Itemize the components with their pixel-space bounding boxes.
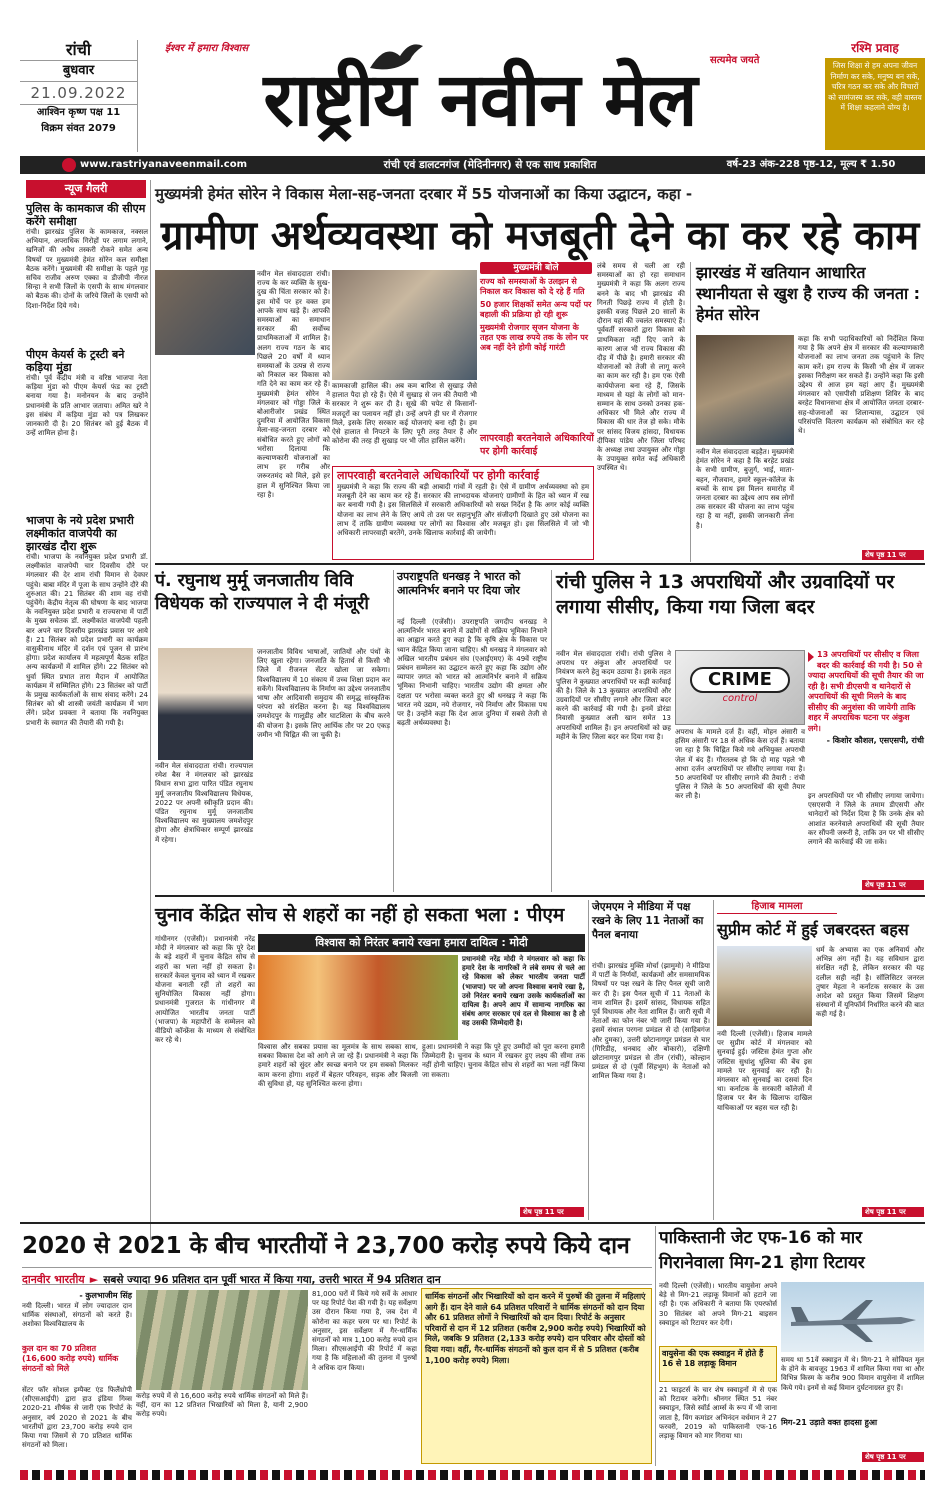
sidebar-item-head: पीएम केयर्स के ट्रस्टी बने कड़िया मुंडा bbox=[26, 348, 125, 374]
pm-body2: विश्वास और सबका प्रयास का मूलमंत्र के साथ सबका साथ, सबका विकास देश को आगे ले जा रहे हैं। प्रधानमंत्री ने कहा कि हमारे शहरों को सुंदर और स्वच्छ बनाने पर हम सबको मिलकर काम करना होगा। शहरों में बेहतर परिवहन, सड़क और बिजली की सुविधा हो, यह सुनिश्चित करना होगा। bbox=[258, 1043, 418, 1088]
sidebar-item-body: रांची। भाजपा के नवनियुक्त प्रदेश प्रभारी डॉ. लक्ष्मीकांत वाजपेयी चार दिवसीय दौरे पर मंगलवार की देर शाम रांची विमान से देवघर पहुंचे। बाबा मंदिर में पूजा के साथ उन्होंने दौरे की शुरुआत की। 21 सितंबर की शाम वह रांची पहुंचेंगे। केंद्रीय नेतृत्व की घोषणा के बाद भाजपा के नवनियुक्त प्रदेश प्रभारी व राज्यसभा में पार्टी के मुख्य सचेतक डॉ. लक्ष्मीकांत वाजपेयी पहली बार अपने चार दिवसीय झारखंड प्रवास पर आये हैं। 21 सितंबर को प्रदेश प्रभारी का कार्यक्रम वासुकीनाथ मंदिर में दर्शन एवं पूजन से प्रारंभ होगा। प्रदेश कार्यालय में महत्वपूर्ण बैठक सहित अन्य कार्यक्रमों में शामिल होंगे। 22 सितंबर को धुर्वा स्थित प्रभात तारा मैदान में आयोजित कार्यक्रम में सम्मिलित होंगे। 23 सितंबर को पार्टी के प्रमुख कार्यकर्ताओं के साथ संवाद करेंगे। 24 सितंबर को श्री शास्त्री जयंती कार्यक्रम में भाग लेंगे। प्रदेश प्रवक्ता ने बताया कि नवनियुक्त प्रभारी के स्वागत की तैयारी की गयी है। bbox=[26, 553, 148, 727]
section-divider bbox=[20, 1222, 925, 1224]
quote-text: जिस शिक्षा से हम अपना जीवन निर्माण कर सके, मनुष्य बन सके, चरित्र गठन कर सके और विचारों को सामंजस्य कर सके, वही वास्तव में शिक्षा कहलाने योग्य है। bbox=[825, 58, 925, 150]
murmu-body2: जनजातीय विविध भाषाओं, जातियों और पंथों के लिए खुला रहेगा। जनजाति के हितार्थ से किसी भी जिले में रीजनल सेंटर खोला जा सकेगा। विश्वविद्यालय में 10 संकाय में उच्च शिक्षा प्रदान कर सकेंगे। विश्वविद्यालय के निर्माण का उद्देश्य जनजातीय भाषा और आदिवासी समुदाय की समृद्ध सांस्कृतिक परंपरा को संरक्षित करना है। यह विश्वविद्यालय जमशेदपुर के गालूडीह और घाटशिला के बीच करने की योजना है। इसके लिए आर्थिक तौर पर 20 एकड़ जमीन भी चिह्नित की जा चुकी है। bbox=[257, 648, 390, 739]
sidebar-label: न्यूज गैलरी bbox=[26, 180, 146, 198]
crime-tag: CRIME bbox=[690, 667, 790, 693]
jmm-body: रांची। झारखंड मुक्ति मोर्चा (झामुमो) ने मीडिया में पार्टी के निर्णयों, कार्यक्रमों और समसामयिक विषयों पर पक्ष रखने के लिए पैनल सूची जारी कर दी है। इस पैनल सूची में 11 नेताओं के नाम शामिल हैं। इसमें सांसद, विधायक सहित पूर्व विधायक और नेता शामिल हैं। जारी सूची में नेताओं का फोन नंबर भी जारी किया गया है। इसमें संथाल परगना प्रमंडल से दो (साहिबगंज और दुमका), उत्तरी छोटानागपुर प्रमंडल से चार (गिरिडीह, धनबाद और बोकारो), दक्षिणी छोटानागपुर प्रमंडल से तीन (रांची), कोल्हान प्रमंडल से दो (पूर्वी सिंहभूम) के नेताओं को शामिल किया गया है। bbox=[592, 962, 710, 1081]
right-top-body1: नवीन मेल संवाददाता बड़हैत। मुख्यमंत्री हेमंत सोरेन ने कहा है कि बरहेट प्रखंड के सभी ग्रामीण, बुजुर्ग, भाई, माता-बहन, नौजवान, हमारे स्कूल-कॉलेज के बच्चों के साथ इस मिलन समारोह में जनता दरबार का उद्देश्य आप सब लोगों तक सरकार की योजना का लाभ पहुंच रहा है या नहीं, इसकी जानकारी लेना है। bbox=[696, 448, 794, 530]
lead-bullet: 50 हजार शिक्षकों समेत अन्य पदों पर बहाली की प्रक्रिया हो रही शुरू bbox=[480, 300, 592, 319]
divider bbox=[588, 900, 589, 1220]
mig-headline: पाकिस्तानी जेट एफ-16 को मार गिरानेवाला मिग-21 होगा रिटायर bbox=[659, 1228, 865, 1273]
daan-body3: करोड़ रुपये में से 16,600 करोड़ रुपये धार्मिक संगठनों को मिले हैं। वहीं, दान का 12 प्रतिशत भिखारियों को मिला है, यानी 2,900 करोड़ रुपये। bbox=[136, 1392, 308, 1419]
quote-title: रश्मि प्रवाह bbox=[851, 41, 899, 55]
police-headline: रांची पुलिस ने 13 अपराधियों और उग्रवादियों पर लगाया सीसीए, किया गया जिला बदर bbox=[556, 571, 895, 618]
lead-sub-box bbox=[332, 466, 594, 560]
dhankhar-headline: उपराष्ट्रपति धनखड़ ने भारत को आत्मनिर्भर बनाने पर दिया जोर bbox=[397, 570, 521, 597]
mig-bullet bbox=[659, 1346, 777, 1382]
dhankhar-body: नई दिल्ली (एजेंसी)। उपराष्ट्रपति जगदीप धनखड़ ने आत्मनिर्भर भारत बनाने में उद्योगों से सक्रिय भूमिका निभाने का आह्वान करते हुए कहा है कि कृषि क्षेत्र के विकास पर ध्यान केंद्रित किया जाना चाहिए। श्री धनखड़ ने मंगलवार को अखिल भारतीय प्रबंधन संघ (एआईएमए) के 49वें राष्ट्रीय प्रबंधन सम्मेलन का उद्घाटन करते हुए कहा कि उद्योग और व्यापार जगत को भारत को आत्मनिर्भर बनाने में सक्रिय भूमिका निभानी चाहिए। भारतीय उद्योग की क्षमता और दक्षता पर भरोसा व्यक्त करते हुए श्री धनखड़ ने कहा कि भारत नये उद्यम, नये रोजगार, नये निर्माण और विकास पथ पर है। उन्होंने कहा कि देश आज दुनिया में सबसे तेजी से बढ़ती अर्थव्यवस्था है। bbox=[397, 618, 547, 728]
daan-byline: - कुलभाजीम सिंह bbox=[79, 1291, 132, 1300]
crime-graphic bbox=[675, 650, 805, 725]
sidebar-item-head: भाजपा के नये प्रदेश प्रभारी लक्ष्मीकांत वाजपेयी का झारखंड दौरा शुरू bbox=[26, 514, 134, 553]
globe-icon bbox=[62, 158, 76, 172]
divider bbox=[690, 262, 691, 562]
date: 21.09.2022 bbox=[20, 82, 137, 105]
daan-sub-label: दानवीर भारतीय bbox=[22, 1273, 85, 1286]
right-top-body2: कहा कि सभी पदाधिकारियों को निर्देशित किया गया है कि अपने क्षेत्र में सरकार की कल्याणकारी योजनाओं का लाभ जनता तक पहुंचाने के लिए काम करें। हम राज्य के किसी भी क्षेत्र में जाकर इसका निरीक्षण कर सकते हैं। उन्होंने कहा कि इसी उद्देश्य से आज हम यहां आए हैं। मुख्यमंत्री मंगलवार को एसपीसी प्रशिक्षण शिविर के बाद बरहेट विधानसभा क्षेत्र में आयोजित जनता दरबार-सह-योजनाओं का शिलान्यास, उद्घाटन एवं परिसंपत्ति वितरण कार्यक्रम को संबोधित कर रहे थे। bbox=[798, 335, 924, 436]
sidebar bbox=[26, 202, 148, 1202]
murmu-body1: नवीन मेल संवाददाता रांची। राज्यपाल रमेश बैस ने मंगलवार को झारखंड विधान सभा द्वारा पारित पंडित रघुनाथ मुर्मू जनजातीय विश्वविद्यालय विधेयक, 2022 पर अपनी स्वीकृति प्रदान की। पंडित रघुनाथ मुर्मू जनजातीय विश्वविद्यालय का मुख्यालय जमशेदपुर होगा और क्षेत्राधिकार सम्पूर्ण झारखंड में रहेगा। bbox=[155, 762, 253, 844]
tagline-left: ईश्वर में हमारा विश्वास bbox=[165, 43, 249, 54]
lead-col2: कामकाजी हासिल की। अब कम बारिश से सुखाड़ जैसे हालात पैदा हो रहे हैं। ऐसे में सुखाड़ से जन की तैयारी भी सरकार ने शुरू कर दी है। सूखे की चपेट से किसानों-मजदूरों का पलायन नहीं हो। उन्हें अपने ही घर में रोजगार मिले, इसके लिए सरकार कई योजनाएं बना रही है। हम ऐसे हालात से निपटने के लिए पूरी तरह तैयार हैं और कोरोना की तरह ही सुखाड़ पर भी जीत हासिल करेंगे। bbox=[332, 382, 477, 446]
website-link[interactable]: www.rastriyanaveenmail.com bbox=[80, 159, 248, 170]
hindu-date-2: विक्रम संवत 2079 bbox=[41, 123, 116, 134]
police-body1: नवीन मेल संवाददाता रांची। रांची पुलिस ने अपराध पर अंकुश और अपराधियों पर नियंत्रण करने हेतु कदम उठाया है। इसके तहत पुलिस ने कुख्यात अपराधियों पर कड़ी कार्रवाई की है। जिले के 13 कुख्यात अपराधियों और उग्रवादियों पर सीसीए लगाने और जिला बदर करने की कार्रवाई की गयी है। इनमें डोरंडा निवासी कुख्यात अली खान समेत 13 अपराधियों शामिल हैं। इन अपराधियों को छह महीने के लिए जिला बदर कर दिया गया है। bbox=[556, 650, 671, 741]
newspaper-title: राष्ट्रीय नवीन मेल bbox=[263, 57, 697, 143]
lead-sub-text: मुख्यमंत्री ने कहा कि राज्य की बड़ी आबादी गांवों में रहती है। ऐसे में ग्रामीण अर्थव्यवस्था को हम मजबूती देने का काम कर रहे हैं। सरकार की लाभदायक योजनाएं ग्रामीणों के हित को ध्यान में रख कर बनायी गयी है। इस सिलसिले में सरकारी अधिकारियों को सख्त निर्देश है कि अगर कोई व्यक्ति योजना का लाभ लेने के लिए आये तो उस पर सहानुभूति और संजीदगी दिखाते हुए उसे योजना का लाभ दें ताकि ग्रामीण व्यवस्था पर लोगों का विश्वास और मजबूत हो। इस सिलसिले में जो भी अधिकारी लापरवाही बरतेंगे, उनके खिलाफ कार्रवाई की जायेगी। bbox=[337, 483, 589, 538]
hijab-label: हिजाब मामला bbox=[717, 900, 837, 914]
lead-col1: नवीन मेल संवाददाता रांची। राज्य के कर व्यक्ति के सुख-दुख की चिंता सरकार को है। इस मोर्चे पर हर वक्त हम आपके साथ खड़े हैं। आपकी समस्याओं का समाधान सरकार की सर्वोच्च प्राथमिकताओं में शामिल है। अलग राज्य गठन के बाद पिछले 20 वर्षों में ध्यान समस्याओं के उत्पन्न से राज्य को निकाल कर विकास को गति देने का काम कर रहे हैं। मुख्यमंत्री हेमंत सोरेन ने मंगलवार को गोड्डा जिले के बोआरीजोर प्रखंड स्थित दुमरिया में आयोजित विकास मेला-सह-जनता दरबार को संबोधित करते हुए लोगों को भरोसा दिलाया कि कल्याणकारी योजनाओं का लाभ हर गरीब और जरूरतमंद को मिले, इसे हर हाल में सुनिश्चित किया जा रहा है। bbox=[257, 270, 330, 499]
pm-photo bbox=[258, 955, 458, 1040]
daan-sub-row bbox=[22, 1267, 652, 1285]
jet-icon bbox=[781, 1282, 924, 1352]
police-quote bbox=[808, 650, 924, 790]
mig-bullet-text: वायुसेना की एक स्क्वाड्रन में होते हैं 16 से 18 लड़ाकू विमान bbox=[662, 1349, 764, 1368]
daan-box-text: धार्मिक संगठनों और भिखारियों को दान करने में पुरुषों की तुलना में महिलाएं आगे हैं। दान देने वाले 64 प्रतिशत परिवारों ने धार्मिक संगठनों को दान दिया और 61 प्रतिशत लोगों ने भिखारियों को दान दिया। रिपोर्ट के अनुसार परिवारों से दान में 12 प्रतिशत (करीब 2,900 करोड़ रुपये) भिखारियों को मिले, जबकि 9 प्रतिशत (2,133 करोड़ रुपये) दान परिवार और दोस्तों को दिया गया। वहीं, गैर-धार्मिक संगठनों को कुल दान में से 5 प्रतिशत (करीब 1,100 करोड़ रुपये) मिला। bbox=[425, 1292, 646, 1365]
sidebar-item-body: रांची। झारखंड पुलिस के कामकाज, नक्सल अभियान, अपराधिक गिरोहों पर लगाम लगाने, खनिजों की अवैध तस्करी रोकने समेत अन्य विषयों पर मुख्यमंत्री हेमंत सोरेन कल समीक्षा बैठक करेंगे। मुख्यमंत्री की समीक्षा के पहले गृह सचिव राजीव अरुण एक्का व डीजीपी नीरज सिन्हा ने सभी जिलों के एसपी के साथ मंगलवार को बैठक की। दोनों के जरिये जिलों के एसपी को दिशा-निर्देश दिये गये। bbox=[26, 228, 148, 310]
jmm-headline: जेएमएम ने मीडिया में पक्ष रखने के लिए 11 नेताओं का पैनल बनाया bbox=[592, 901, 704, 941]
lead-col4: लंबे समय से चली आ रही समस्याओं का हो रहा समाधान मुख्यमंत्री ने कहा कि अलग राज्य बनने के बाद भी झारखंड की गिनती पिछड़े राज्य में होती है। इसकी वजह पिछले 20 सालों के दौरान यहां की ज्वलंत समस्याएं हैं। पूर्ववर्ती सरकारों द्वारा विकास को प्राथमिकता नहीं दिए जाने के कारण आज भी राज्य विकास की दौड़ में पीछे है। हमारी सरकार की योजनाओं को तेजी से लागू करने का काम कर रही है। हम एक ऐसी कार्ययोजना बना रहे हैं, जिसके माध्यम से यहां के लोगों को मान-सम्मान के साथ उनको उनका हक-अधिकार भी मिले और राज्य में विकास की धार तेज हो सके। मौके पर सांसद विजय हांसदा, विधायक दीपिका पांडेय और जिला परिषद के अध्यक्ष तथा उपायुक्त और गोड्डा के उपायुक्त समेत कई अधिकारी उपस्थित थे। bbox=[597, 262, 685, 473]
pm-headline: चुनाव केंद्रित सोच से शहरों का नहीं हो सकता भला : पीएम bbox=[155, 904, 565, 926]
continue-link[interactable]: शेष पृष्ठ 11 पर bbox=[862, 550, 924, 560]
divider bbox=[393, 570, 394, 892]
lead-bullet: मुख्यमंत्री रोजगार सृजन योजना के तहत एक लाख रुपये तक के लोन पर अब नहीं देने होगी कोई गारंटी bbox=[480, 323, 589, 352]
governor-photo bbox=[158, 648, 253, 760]
daan-headline: 2020 से 2021 के बीच भारतीयों ने 23,700 करोड़ रुपये किये दान bbox=[22, 1233, 630, 1259]
lead-sub-head: लापरवाही बरतनेवाले अधिकारियों पर होगी कार्रवाई bbox=[337, 469, 539, 482]
continue-link[interactable]: शेष पृष्ठ 11 पर bbox=[520, 1207, 584, 1217]
mig21-photo bbox=[781, 1282, 924, 1352]
hindu-date-1: आश्विन कृष्ण पक्ष 11 bbox=[36, 107, 121, 118]
money-photo bbox=[136, 1290, 308, 1390]
lead-kicker: मुख्यमंत्री हेमंत सोरेन ने विकास मेला-सह-जनता दरबार में 55 योजनाओं का किया उद्घाटन, कहा - bbox=[155, 185, 693, 203]
lead-bullet: राज्य को समस्याओं के उलझन से निकाल कर विकास को दे रहे हैं गति bbox=[480, 277, 585, 296]
pm-body3: हुआ। प्रधानमंत्री ने कहा कि पूरे हुए उम्मीदों को पूरा करना हमारी जिम्मेदारी है। चुनाव के ध्यान में रखकर हुए लक्ष्य की सीमा तक नहीं होनी चाहिए। चुनाव केंद्रित सोच से शहरों का भला नहीं किया जा सकता। bbox=[422, 1043, 585, 1079]
lead-bullets bbox=[480, 262, 592, 432]
police-body2: अपराध के मामले दर्ज हैं। वहीं, मोहन अंसारी व हसिम अंसारी पर 18 से अधिक केस दर्ज हैं। बताया जा रहा है कि चिह्नित किये गये अभियुक्त अपराधी जेल में बंद हैं। गौरतलब हो कि दो माह पहले भी आधा दर्जन अपराधियों पर सीसीए लगाया गया है। 50 अपराधियों पर सीसीए लगाने की तैयारी : रांची पुलिस ने जिले के 50 अपराधियों की सूची तैयार कर ली है। bbox=[675, 728, 805, 801]
hijab-body1: नयी दिल्ली (एजेंसी)। हिजाब मामले पर सुप्रीम कोर्ट में मंगलवार को सुनवाई हुई। जस्टिस हेमंत गुप्ता और जस्टिस सुधांशु धूलिया की बेंच इस मामले पर सुनवाई कर रही है। मंगलवार को सुनवाई का दसवां दिन था। कर्नाटक के सरकारी कॉलेजों में हिजाब पर बैन के खिलाफ दाखिल याचिकाओं पर बहस चल रही है। bbox=[717, 1030, 812, 1112]
right-top-photo bbox=[696, 335, 794, 445]
continue-link[interactable]: शेष पृष्ठ 11 पर bbox=[862, 880, 924, 890]
section-divider bbox=[155, 563, 925, 565]
registration-bar bbox=[20, 1470, 925, 1480]
hijab-headline: सुप्रीम कोर्ट में हुई जबरदस्त बहस bbox=[717, 920, 909, 939]
police-quote-text: 13 अपराधियों पर सीसीए व जिला बदर की कार्रवाई की गयी है। 50 से ज्यादा अपराधियों की सूची तैयार की जा रही है। सभी डीएसपी व थानेदारों से अपराधियों की सूची मिलने के बाद सीसीए की अनुशंसा की जायेगी ताकि शहर में अपराधिक घटना पर अंकुश लगे। bbox=[808, 650, 924, 733]
hijab-body2: धर्म के अभ्यास का एक अनिवार्य और अभिन्न अंग नहीं है। यह सविधान द्वारा संरक्षित नहीं है, लेकिन सरकार की यह दलील सही नहीं है। सॉलिसिटर जनरल तुषार मेहता ने कर्नाटक सरकार के उस आदेश को प्रस्तुत किया जिसमें शिक्षण संस्थानों में यूनिफॉर्म निर्धारित करने की बात कही गई है। bbox=[816, 946, 924, 1019]
tagline-right: सत्यमेव जयते bbox=[710, 55, 760, 66]
supreme-court-photo bbox=[717, 946, 812, 1026]
section-divider bbox=[155, 895, 925, 897]
dateline-box bbox=[20, 40, 138, 152]
daan-bullet: कुल दान का 70 प्रतिशत (16,600 करोड़ रुपये) धार्मिक संगठनों को मिले bbox=[22, 1344, 119, 1373]
lead-subhead: लापरवाही बरतनेवाले अधिकारियों पर होगी कार्रवाई bbox=[480, 433, 594, 457]
crime-sub: control bbox=[722, 693, 758, 704]
pm-body1: गांधीनगर (एजेंसी)। प्रधानमंत्री नरेंद्र मोदी ने मंगलवार को कहा कि पूरे देश के बड़े शहरों में चुनाव केंद्रित सोच से शहरों का भला नहीं हो सकता है। सरकारें केवल चुनाव को ध्यान में रखकर योजना बनाती रहीं तो शहरों का सुनियोजित विकास नहीं होगा। प्रधानमंत्री गुजरात के गांधीनगर में आयोजित भारतीय जनता पार्टी (भाजपा) के महापौरों के सम्मेलन को वीडियो कॉन्फ्रेंस के माध्यम से संबोधित कर रहे थे। bbox=[155, 935, 255, 1045]
divider bbox=[713, 900, 714, 1220]
murmu-headline: पं. रघुनाथ मुर्मू जनजातीय विवि विधेयक को राज्यपाल ने दी मंजूरी bbox=[155, 571, 369, 614]
bullet-label: मुख्यमंत्री बोले bbox=[480, 262, 592, 274]
daan-body1: नयी दिल्ली। भारत में लोग ज्यादातर दान धार्मिक संस्थाओं, संगठनों को करते हैं। अशोका विश्वविद्यालय के bbox=[22, 1302, 132, 1329]
daan-body4: 81,000 घरों में किये गये सर्वे के आधार पर यह रिपोर्ट पेश की गयी है। यह सर्वेक्षण उस दौरान किया गया है, जब देश में कोरोना का कहर चरम पर था। रिपोर्ट के अनुसार, इस सर्वेक्षण में गैर-धार्मिक संगठनों को मात्र 1,100 करोड़ रुपये दान मिला। सीएसआईपी की रिपोर्ट में कहा गया है कि महिलाओं की तुलना में पुरुषों ने अधिक दान किया। bbox=[312, 1290, 417, 1372]
right-top-headline: झारखंड में खतियान आधारित स्थानीयता से खुश है राज्य की जनता : हेमंत सोरेन bbox=[696, 263, 921, 324]
quote-mark-icon bbox=[808, 652, 814, 662]
sidebar-item-body: रांची। पूर्व केंद्रीय मंत्री व वरिष्ठ भाजपा नेता कड़िया मुंडा को पीएम केयर्स फंड का ट्रस्टी बनाया गया है। मनोनयन के बाद उन्होंने प्रधानमंत्री के प्रति आभार जताया। अमित खरे ने इस संबंध में कड़िया मुंडा को पत्र लिखकर जानकारी दी है। 20 सितंबर को हुई बैठक में उन्हें शामिल होना है। bbox=[26, 374, 148, 438]
mig-bullet-2: मिग-21 उड़ाते वक्त हादसा हुआ bbox=[781, 1418, 878, 1427]
city: रांची bbox=[20, 40, 137, 61]
pm-intro: प्रधानमंत्री नरेंद्र मोदी ने मंगलवार को कहा कि हमारे देश के नागरिकों ने लंबे समय से चले आ रहे विकास को लेकर भारतीय जनता पार्टी (भाजपा) पर जो अपना विश्वास बनाये रखा है, उसे निरंतर बनाये रखना उसके कार्यकर्ताओं का दायित्व है। अपने आप में सामान्य नागरिक का संबंध अगर सरकार एवं दल से विश्वास का है तो वह उसकी जिम्मेदारी है। bbox=[462, 955, 585, 1028]
daan-box bbox=[421, 1288, 652, 1464]
mig-body2: 21 फाइटर्स के चार शेष स्क्वाड्रनों में से एक को रिटायर करेगी। श्रीनगर स्थित 51 नंबर स्क्वाड्रन, जिसे स्वॉर्ड आर्म्स के रूप में भी जाना जाता है, विंग कमांडर अभिनंदन वर्धमान ने 27 फरवरी, 2019 को पाकिस्तानी एफ-16 लड़ाकू विमान को मार गिराया था। bbox=[659, 1386, 777, 1441]
sidebar-divider bbox=[150, 180, 151, 1240]
divider bbox=[551, 570, 552, 892]
issue-info: वर्ष-23 अंक-228 पृष्ठ-12, मूल्य ₹ 1.50 bbox=[726, 159, 896, 170]
mig-body1: नयी दिल्ली (एजेंसी)। भारतीय वायुसेना अपने बेड़े से मिग-21 लड़ाकू विमानों को हटाने जा रही है। एक अधिकारी ने बताया कि एयरफोर्स 30 सितंबर को अपने मिग-21 बाइसन स्क्वाड्रन को रिटायर कर देगी। bbox=[659, 1282, 777, 1327]
police-body3: इन अपराधियों पर भी सीसीए लगाया जायेगा। एसएसपी ने जिले के तमाम डीएसपी और थानेदारों को निर्देश दिया है कि उनके क्षेत्र को आशांत करनेवाले अपराधियों की सूची तैयार कर सौंपनी जरूरी है, ताकि उन पर भी सीसीए लगाने की कार्रवाई की जा सके। bbox=[808, 792, 924, 847]
day: बुधवार bbox=[20, 61, 137, 82]
arrow-icon: ► bbox=[89, 1273, 99, 1286]
quote-box bbox=[825, 40, 925, 152]
police-quote-by: - किशोर कौशल, एसएसपी, रांची bbox=[826, 736, 924, 745]
lead-photo bbox=[155, 270, 255, 355]
continue-link[interactable]: शेष पृष्ठ 11 पर bbox=[862, 1452, 924, 1462]
pm-sub-banner: विश्वास को निरंतर बनाये रखना हमारा दायित्व : मोदी bbox=[258, 934, 585, 952]
mig-body3: समय था 51वें स्क्वाड्रन में थे। मिग-21 ने सोवियत मूल के होने के बावजूद 1963 में शामिल किया गया था और विभिन्न किस्म के करीब 900 विमान वायुसेना में शामिल किये गये। इनमें से कई विमान दुर्घटनाग्रस्त हुए हैं। bbox=[781, 1356, 924, 1392]
lead-headline: ग्रामीण अर्थव्यवस्था को मजबूती देने का कर रहे काम bbox=[160, 213, 920, 259]
lead-photo-cm bbox=[332, 270, 477, 380]
publish-line: रांची एवं डालटनगंज (मेदिनीनगर) से एक साथ प्रकाशित bbox=[383, 159, 597, 171]
sidebar-item-head: पुलिस के कामकाज की सीएम करेंगे समीक्षा bbox=[26, 202, 146, 228]
daan-sub: सबसे ज्यादा 96 प्रतिशत दान पूर्वी भारत में किया गया, उत्तरी भारत में 94 प्रतिशत दान bbox=[103, 1274, 441, 1286]
continue-link[interactable]: शेष पृष्ठ 11 पर bbox=[862, 1207, 924, 1217]
divider bbox=[655, 1226, 656, 1466]
daan-body2: सेंटर फॉर सोशल इम्पैक्ट एंड फिलैंथ्रोपी (सीएसआईपी) द्वारा हाउ इंडिया गिव्स 2020-21 शीर्षक से जारी एक रिपोर्ट के अनुसार, वर्ष 2020 से 2021 के बीच भारतीयों द्वारा 23,700 करोड़ रुपये दान किया गया जिसमें से 70 प्रतिशत धार्मिक संगठनों को मिला। bbox=[22, 1386, 132, 1450]
